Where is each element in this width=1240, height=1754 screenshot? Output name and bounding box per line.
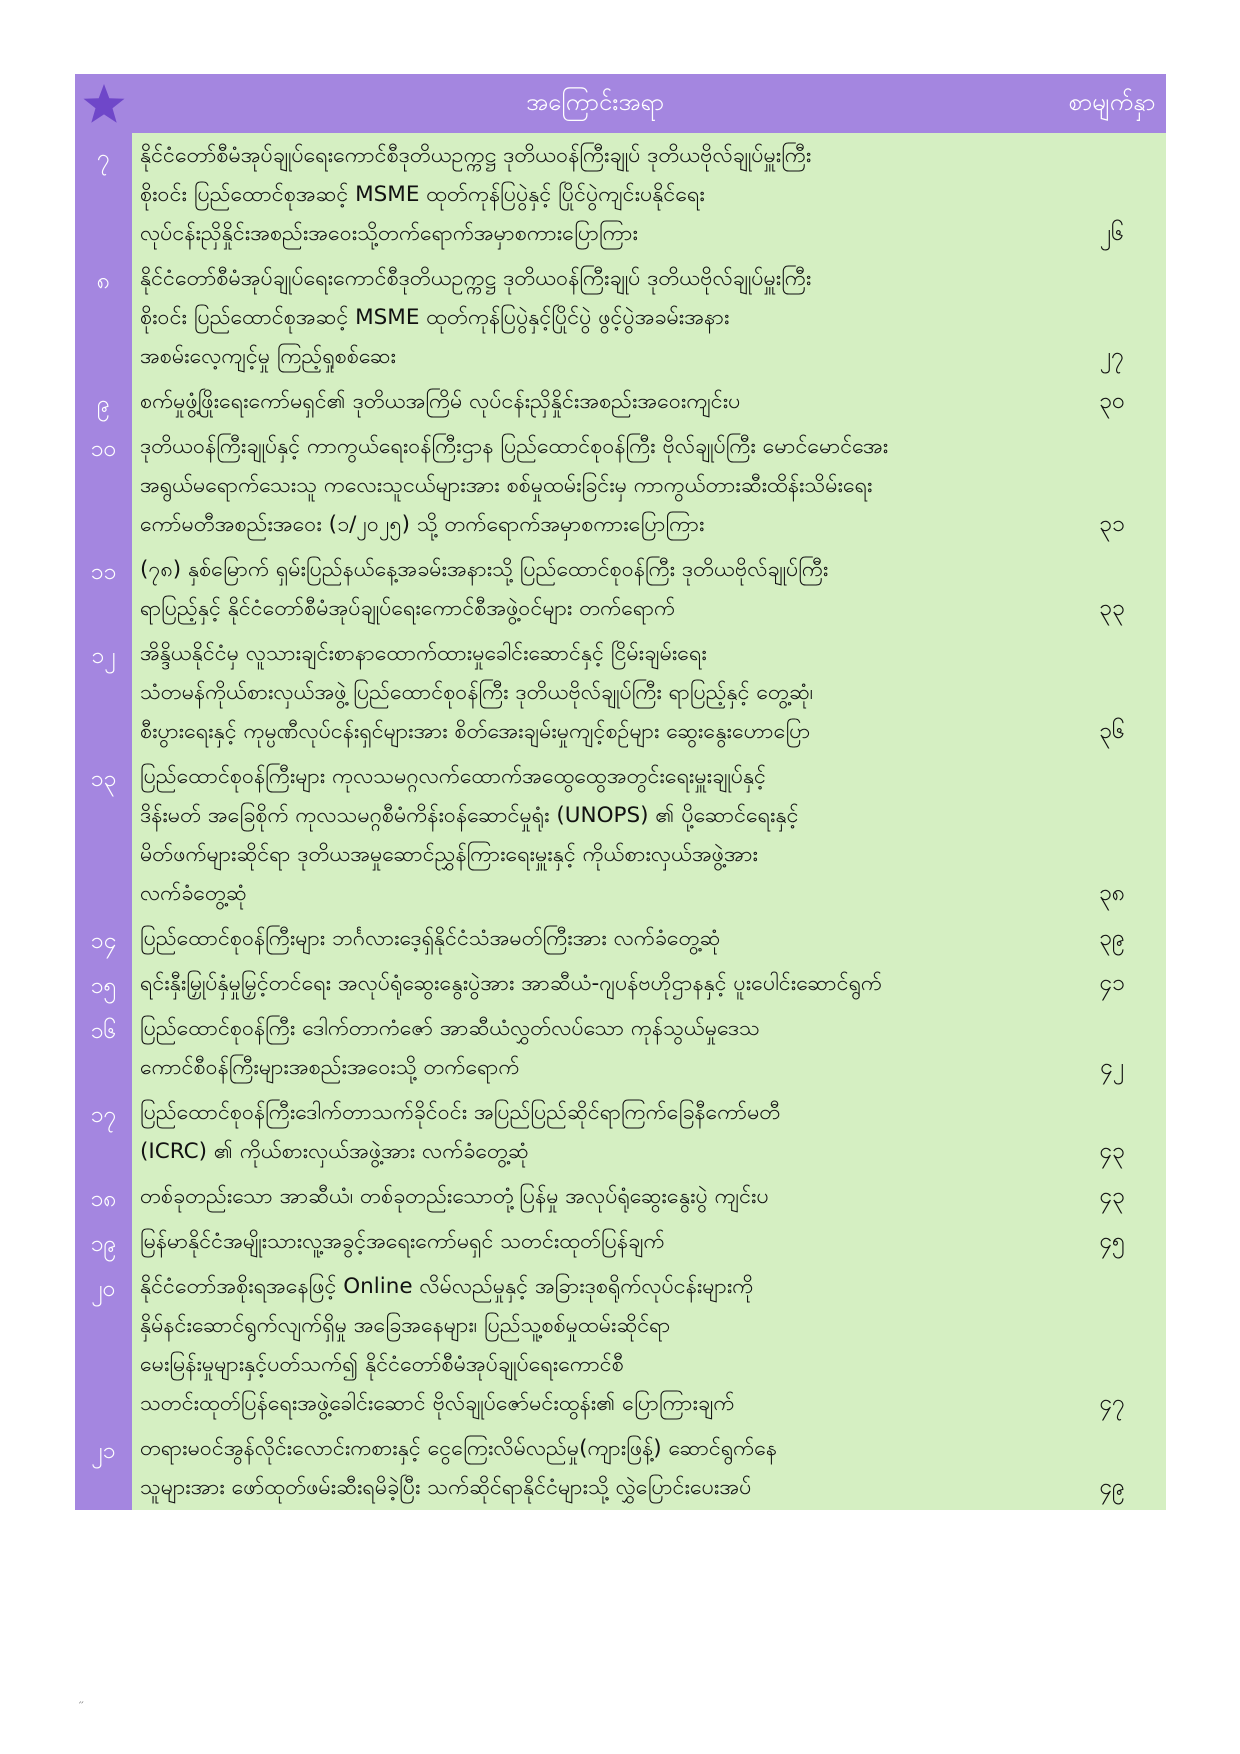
entry-title-line: စိုးဝင်း ပြည်ထောင်စုအဆင့် MSME ထုတ်ကုန်ပြပွဲနှင့်ပြိုင်ပွဲ ဖွင့်ပွဲအခမ်းအနား — [140, 305, 730, 330]
entry-page-number: ၃၉ — [1058, 916, 1166, 961]
entry-number: ၁၄ — [75, 916, 132, 961]
entry-title — [132, 1219, 1058, 1264]
toc-row[interactable] — [75, 631, 1166, 754]
entry-title — [132, 961, 1058, 1006]
entry-title-line: စီးပွားရေးနှင့် ကုမ္ပဏီလုပ်ငန်းရှင်များအား စိတ်အေးချမ်းမှုကျင့်စဉ်များ ဆွေးနွေးဟောပြော — [140, 719, 811, 744]
entry-title-line: အိန္ဒိယနိုင်ငံမှ လူသားချင်းစာနာထောက်ထားမှုခေါင်းဆောင်နှင့် ငြိမ်းချမ်းရေး — [140, 641, 707, 666]
entry-title-line: ကောင်စီဝန်ကြီးများအစည်းအဝေးသို့ တက်ရောက် — [140, 1055, 520, 1080]
entry-title-line: တစ်ခုတည်းသော အာဆီယံ၊ တစ်ခုတည်းသောတုံ့ပြန်မှု အလုပ်ရုံဆွေးနွေးပွဲ ကျင်းပ — [140, 1184, 769, 1209]
entry-title-line: နိုင်ငံတော်စီမံအုပ်ချုပ်ရေးကောင်စီဒုတိယဥက္ကဋ္ဌ ဒုတိယဝန်ကြီးချုပ် ဒုတိယဗိုလ်ချုပ်မှူးကြီး — [140, 143, 812, 168]
entry-title — [132, 1264, 1058, 1426]
entry-title — [132, 1426, 1058, 1510]
entry-number: ၁၂ — [75, 631, 132, 754]
toc-row[interactable] — [75, 754, 1166, 916]
toc-page-header: စာမျက်နှာ — [1058, 74, 1166, 133]
toc-row[interactable] — [75, 961, 1166, 1006]
entry-title-line: ရင်းနှီးမြှုပ်နှံမှုမြှင့်တင်ရေး အလုပ်ရုံဆွေးနွေးပွဲအား အာဆီယံ-ဂျပန်ဗဟိုဌာနနှင့် ပူးပေါင်းဆောင်ရွက် — [140, 971, 882, 996]
entry-number: ၁၇ — [75, 1090, 132, 1174]
toc-header-row — [75, 74, 1166, 133]
entry-title-line: စက်မှုဖွံ့ဖြိုးရေးကော်မရှင်၏ ဒုတိယအကြိမ် လုပ်ငန်းညှိနှိုင်းအစည်းအဝေးကျင်းပ — [140, 389, 741, 414]
entry-title-line: တရားမဝင်အွန်လိုင်းလောင်းကစားနှင့် ငွေကြေးလိမ်လည်မှု(ကျားဖြန့်) ဆောင်ရွက်နေ — [140, 1436, 778, 1461]
entry-title-line: အရွယ်မရောက်သေးသူ ကလေးသူငယ်များအား စစ်မှုထမ်းခြင်းမှ ကာကွယ်တားဆီးထိန်းသိမ်းရေး — [140, 473, 873, 498]
entry-number: ၁၁ — [75, 547, 132, 631]
star-icon-cell — [75, 74, 132, 133]
entry-page-number: ၄၂ — [1058, 1006, 1166, 1090]
entry-number: ၁၆ — [75, 1006, 132, 1090]
entry-page-number: ၄၃ — [1058, 1174, 1166, 1219]
entry-number: ၁၈ — [75, 1174, 132, 1219]
entry-title — [132, 1006, 1058, 1090]
entry-number: ၉ — [75, 379, 132, 424]
table-of-contents — [75, 74, 1166, 1510]
entry-title — [132, 1090, 1058, 1174]
entry-page-number: ၄၃ — [1058, 1090, 1166, 1174]
entry-title-line: လုပ်ငန်းညှိနှိုင်းအစည်းအဝေးသို့တက်ရောက်အမှာစကားပြောကြား — [140, 221, 638, 246]
entry-title — [132, 547, 1058, 631]
entry-page-number: ၃၈ — [1058, 754, 1166, 916]
entry-page-number: ၃၃ — [1058, 547, 1166, 631]
entry-page-number: ၄၁ — [1058, 961, 1166, 1006]
entry-title-line: ပြည်ထောင်စုဝန်ကြီးဒေါက်တာသက်ခိုင်ဝင်း အပြည်ပြည်ဆိုင်ရာကြက်ခြေနီကော်မတီ — [140, 1100, 781, 1125]
toc-row[interactable] — [75, 1006, 1166, 1090]
toc-row[interactable] — [75, 1174, 1166, 1219]
entry-page-number: ၂၆ — [1058, 133, 1166, 256]
entry-number: ၁၀ — [75, 424, 132, 547]
entry-title-line: မိတ်ဖက်များဆိုင်ရာ ဒုတိယအမှုဆောင်ညွှန်ကြားရေးမှူးနှင့် ကိုယ်စားလှယ်အဖွဲ့အား — [140, 842, 758, 867]
toc-row[interactable] — [75, 1264, 1166, 1426]
entry-title-line: ပြည်ထောင်စုဝန်ကြီးများ ကုလသမဂ္ဂလက်ထောက်အထွေထွေအတွင်းရေးမှူးချုပ်နှင့် — [140, 764, 766, 789]
entry-page-number: ၄၇ — [1058, 1264, 1166, 1426]
entry-title-line: သူများအား ဖော်ထုတ်ဖမ်းဆီးရမိခဲ့ပြီး သက်ဆိုင်ရာနိုင်ငံများသို့ လွှဲပြောင်းပေးအပ် — [140, 1475, 752, 1500]
entry-title-line: ရာပြည့်နှင့် နိုင်ငံတော်စီမံအုပ်ချုပ်ရေးကောင်စီအဖွဲ့ဝင်များ တက်ရောက် — [140, 596, 676, 621]
entry-page-number: ၄၅ — [1058, 1219, 1166, 1264]
entry-title-line: ဒုတိယဝန်ကြီးချုပ်နှင့် ကာကွယ်ရေးဝန်ကြီးဌာန ပြည်ထောင်စုဝန်ကြီး ဗိုလ်ချုပ်ကြီး မောင်မောင်အေး — [140, 434, 889, 459]
entry-title-line: နိုင်ငံတော်စီမံအုပ်ချုပ်ရေးကောင်စီဒုတိယဥက္ကဋ္ဌ ဒုတိယဝန်ကြီးချုပ် ဒုတိယဗိုလ်ချုပ်မှူးကြီး — [140, 266, 812, 291]
toc-row[interactable] — [75, 547, 1166, 631]
entry-number: ၇ — [75, 133, 132, 256]
toc-title-header: အကြောင်းအရာ — [132, 74, 1058, 133]
entry-title — [132, 379, 1058, 424]
entry-page-number: ၄၉ — [1058, 1426, 1166, 1510]
entry-title-line: စိုးဝင်း ပြည်ထောင်စုအဆင့် MSME ထုတ်ကုန်ပြပွဲနှင့် ပြိုင်ပွဲကျင်းပနိုင်ရေး — [140, 182, 705, 207]
entry-title — [132, 916, 1058, 961]
entry-title-line: (၇၈) နှစ်မြောက် ရှမ်းပြည်နယ်နေ့အခမ်းအနားသို့ ပြည်ထောင်စုဝန်ကြီး ဒုတိယဗိုလ်ချုပ်ကြီး — [140, 557, 829, 582]
entry-title — [132, 256, 1058, 379]
entry-title-line: မေးမြန်းမှုများနှင့်ပတ်သက်၍ နိုင်ငံတော်စီမံအုပ်ချုပ်ရေးကောင်စီ — [140, 1352, 624, 1377]
entry-number: ၁၉ — [75, 1219, 132, 1264]
entry-page-number: ၃၆ — [1058, 631, 1166, 754]
entry-title-line: ပြည်ထောင်စုဝန်ကြီးများ ဘင်္ဂလားဒေ့ရှ်နိုင်ငံသံအမတ်ကြီးအား လက်ခံတွေ့ဆုံ — [140, 926, 721, 951]
entry-title-line: ပြည်ထောင်စုဝန်ကြီး ဒေါက်တာကံဇော် အာဆီယံလွှတ်လပ်သော ကုန်သွယ်မှုဒေသ — [140, 1016, 760, 1041]
toc-row[interactable] — [75, 133, 1166, 256]
entry-number: ၈ — [75, 256, 132, 379]
entry-title — [132, 424, 1058, 547]
entry-title-line: နိုင်ငံတော်အစိုးရအနေဖြင့် Online လိမ်လည်မှုနှင့် အခြားဒုစရိုက်လုပ်ငန်းများကို — [140, 1274, 754, 1299]
entry-title-line: ကော်မတီအစည်းအဝေး (၁/၂၀၂၅) သို့ တက်ရောက်အမှာစကားပြောကြား — [140, 512, 705, 537]
entry-title-line: မြန်မာနိုင်ငံအမျိုးသားလူ့အခွင့်အရေးကော်မရှင် သတင်းထုတ်ပြန်ချက် — [140, 1229, 665, 1254]
toc-row[interactable] — [75, 256, 1166, 379]
entry-number: ၁၅ — [75, 961, 132, 1006]
entry-title-line: (ICRC) ၏ ကိုယ်စားလှယ်အဖွဲ့အား လက်ခံတွေ့ဆုံ — [140, 1139, 529, 1164]
entry-title-line: လက်ခံတွေ့ဆုံ — [140, 881, 247, 906]
entry-number: ၂၁ — [75, 1426, 132, 1510]
entry-title — [132, 631, 1058, 754]
star-icon — [82, 82, 126, 126]
entry-title-line: သံတမန်ကိုယ်စားလှယ်အဖွဲ့ ပြည်ထောင်စုဝန်ကြီး ဒုတိယဗိုလ်ချုပ်ကြီး ရာပြည့်နှင့် တွေ့ဆုံ၊ — [140, 680, 814, 705]
footer-mark: ״ — [78, 1699, 85, 1710]
entry-title-line: သတင်းထုတ်ပြန်ရေးအဖွဲ့ခေါင်းဆောင် ဗိုလ်ချုပ်ဇော်မင်းထွန်း၏ ပြောကြားချက် — [140, 1391, 735, 1416]
entry-page-number: ၂၇ — [1058, 256, 1166, 379]
toc-row[interactable] — [75, 1090, 1166, 1174]
entry-page-number: ၃၀ — [1058, 379, 1166, 424]
entry-number: ၁၃ — [75, 754, 132, 916]
toc-row[interactable] — [75, 379, 1166, 424]
entry-title — [132, 1174, 1058, 1219]
toc-row[interactable] — [75, 1219, 1166, 1264]
entry-title-line: နှိမ်နင်းဆောင်ရွက်လျက်ရှိမှု အခြေအနေများ၊ ပြည်သူ့စစ်မှုထမ်းဆိုင်ရာ — [140, 1313, 671, 1338]
entry-title — [132, 133, 1058, 256]
entry-number: ၂၀ — [75, 1264, 132, 1426]
toc-row[interactable] — [75, 424, 1166, 547]
toc-row[interactable] — [75, 916, 1166, 961]
toc-row[interactable] — [75, 1426, 1166, 1510]
entry-title — [132, 754, 1058, 916]
entry-page-number: ၃၁ — [1058, 424, 1166, 547]
entry-title-line: ဒိန်းမတ် အခြေစိုက် ကုလသမဂ္ဂစီမံကိန်းဝန်ဆောင်မှုရုံး (UNOPS) ၏ ပို့ဆောင်ရေးနှင့် — [140, 803, 799, 828]
toc-body — [75, 133, 1166, 1510]
entry-title-line: အစမ်းလေ့ကျင့်မှု ကြည့်ရှုစစ်ဆေး — [140, 344, 396, 369]
